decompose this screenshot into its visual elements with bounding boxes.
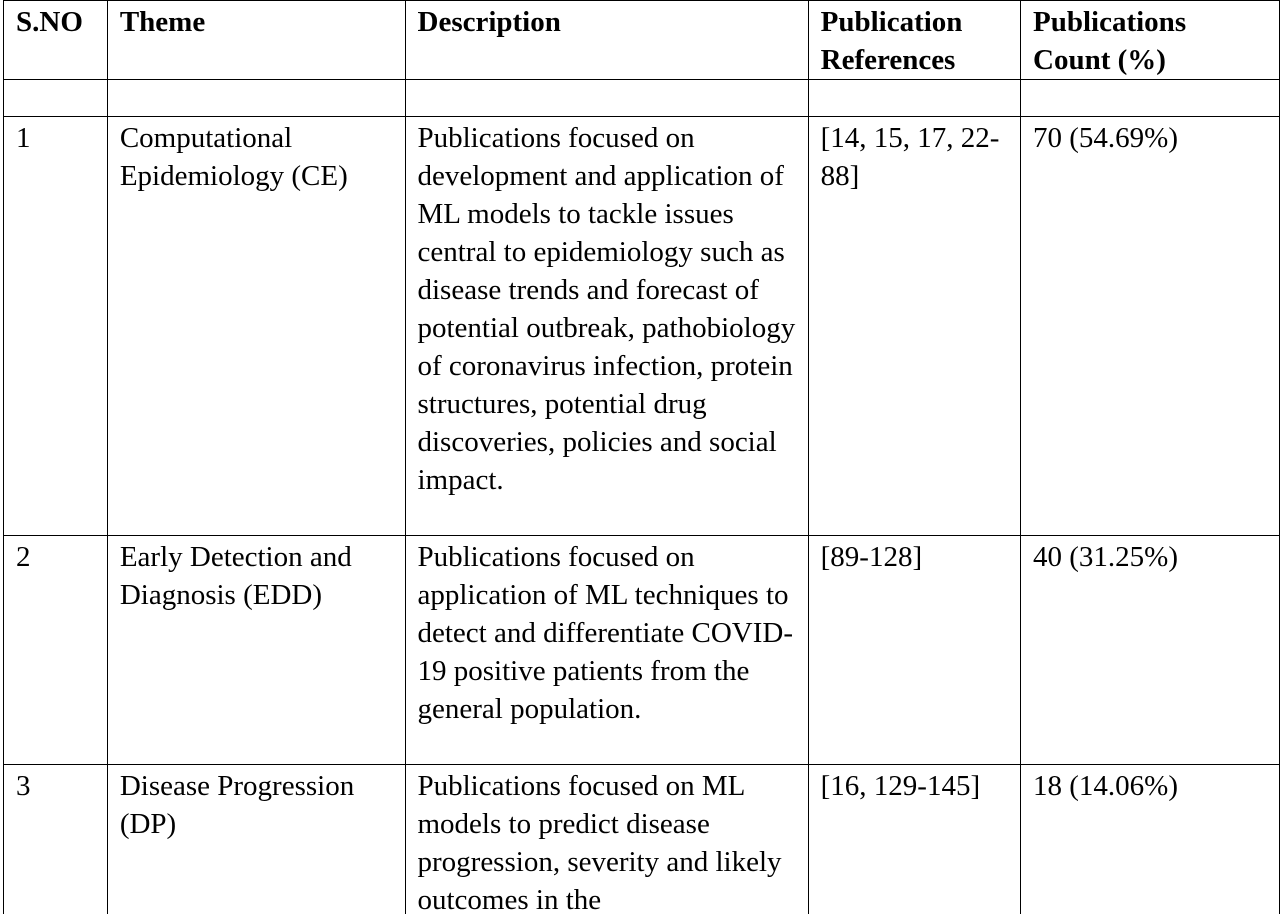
header-theme: Theme	[107, 1, 405, 80]
empty-cell	[405, 80, 808, 117]
cell-theme: Disease Progression (DP)	[107, 765, 405, 914]
cell-description: Publications focused on ML models to predict disease progression, severity and likely outcomes in the	[405, 765, 808, 914]
cell-references: [89-128]	[808, 536, 1020, 765]
header-description: Description	[405, 1, 808, 80]
table-row	[4, 117, 1280, 536]
cell-count: 70 (54.69%)	[1021, 117, 1280, 536]
empty-cell	[808, 80, 1020, 117]
header-references: Publication References	[808, 1, 1020, 80]
cell-theme: Computational Epidemiology (CE)	[107, 117, 405, 536]
header-count: Publications Count (%)	[1021, 1, 1280, 80]
empty-row	[4, 80, 1280, 117]
table-row	[4, 536, 1280, 765]
empty-cell	[107, 80, 405, 117]
cell-count: 18 (14.06%)	[1021, 765, 1280, 914]
table-row	[4, 765, 1280, 914]
empty-cell	[4, 80, 108, 117]
cell-sno: 1	[4, 117, 108, 536]
cell-description: Publications focused on application of ML techniques to detect and differentiate COVID-19 positive patients from the general population.	[405, 536, 808, 765]
empty-cell	[1021, 80, 1280, 117]
themes-table	[3, 0, 1280, 914]
cell-references: [16, 129-145]	[808, 765, 1020, 914]
cell-references: [14, 15, 17, 22-88]	[808, 117, 1020, 536]
cell-sno: 2	[4, 536, 108, 765]
header-row	[4, 1, 1280, 80]
cell-sno: 3	[4, 765, 108, 914]
cell-count: 40 (31.25%)	[1021, 536, 1280, 765]
cell-theme: Early Detection and Diagnosis (EDD)	[107, 536, 405, 765]
header-sno: S.NO	[4, 1, 108, 80]
cell-description: Publications focused on development and application of ML models to tackle issues central to epidemiology such as disease trends and forecast of potential outbreak, pathobiology of coronavirus infection, protein structures, potential drug discoveries, policies and social impact.	[405, 117, 808, 536]
